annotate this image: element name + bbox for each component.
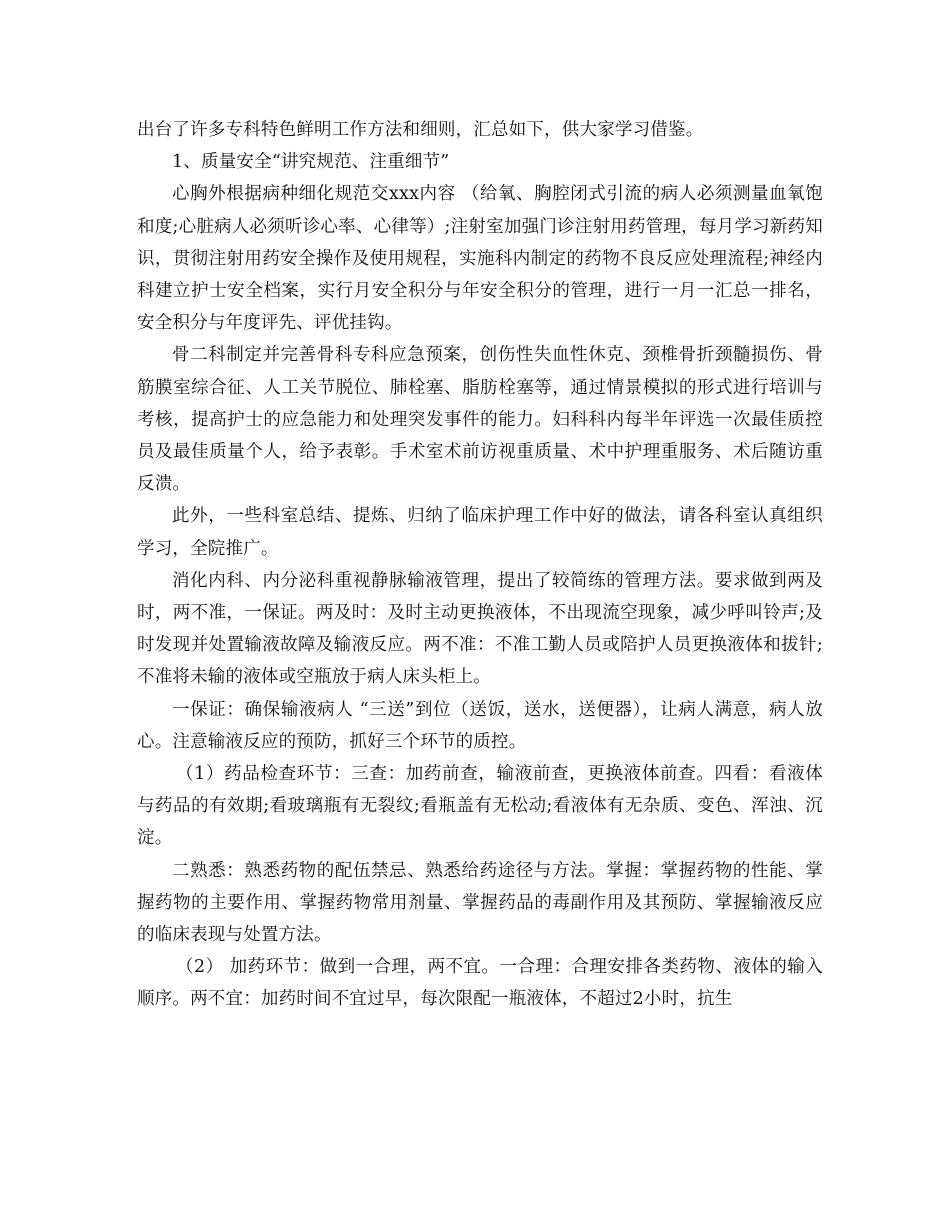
paragraph: 骨二科制定并完善骨科专科应急预案，创伤性失血性休克、颈椎骨折颈髓损伤、骨筋膜室综合征、人工关节脱位、肺栓塞、脂肪栓塞等，通过情景模拟的形式进行培训与考核，提高护士的应急能力和处理突发事件的能力。妇科科内每半年评选一次最佳质控员及最佳质量个人，给予表彰。手术室术前访视重质量、术中护理重服务、术后随访重反溃。 [137,345,823,495]
document-body [137,114,823,1016]
paragraph: 心胸外根据病种细化规范交xxx内容 （给氧、胸腔闭式引流的病人必须测量血氧饱和度;心脏病人必须听诊心率、心律等）;注射室加强门诊注射用药管理，每月学习新药知识，贯彻注射用药安全操作及使用规程，实施科内制定的药物不良反应处理流程;神经内科建立护士安全档案，实行月安全积分与年安全积分的管理，进行一月一汇总一排名，安全积分与年度评先、评优挂钩。 [137,184,823,334]
paragraph: 此外，一些科室总结、提炼、归纳了临床护理工作中好的做法，请各科室认真组织学习，全院推广。 [137,506,823,559]
section-heading: 1、质量安全“讲究规范、注重细节” [172,152,450,173]
paragraph: 消化内科、内分泌科重视静脉输液管理，提出了较简练的管理方法。要求做到两及时，两不准，一保证。两及时：及时主动更换液体，不出现流空现象，减少呼叫铃声;及时发现并处置输液故障及输液反应。两不准：不准工勤人员或陪护人员更换液体和拔针;不准将未输的液体或空瓶放于病人床头柜上。 [137,570,823,688]
paragraph: （2） 加药环节：做到一合理，两不宜。一合理：合理安排各类药物、液体的输入顺序。两不宜：加药时间不宜过早，每次限配一瓶液体，不超过2小时，抗生 [137,957,823,1010]
paragraph: 出台了许多专科特色鲜明工作方法和细则，汇总如下，供大家学习借鉴。 [137,120,704,140]
paragraph: 一保证：确保输液病人 “三送”到位（送饭，送水，送便器），让病人满意，病人放心。注意输液反应的预防，抓好三个环节的质控。 [137,699,823,752]
paragraph: 二熟悉：熟悉药物的配伍禁忌、熟悉给药途径与方法。掌握：掌握药物的性能、掌握药物的主要作用、掌握药物常用剂量、掌握药品的毒副作用及其预防、掌握输液反应的临床表现与处置方法。 [137,860,823,946]
paragraph: （1）药品检查环节：三查：加药前查，输液前查，更换液体前查。四看：看液体与药品的有效期;看玻璃瓶有无裂纹;看瓶盖有无松动;看液体有无杂质、变色、浑浊、沉淀。 [137,764,823,849]
